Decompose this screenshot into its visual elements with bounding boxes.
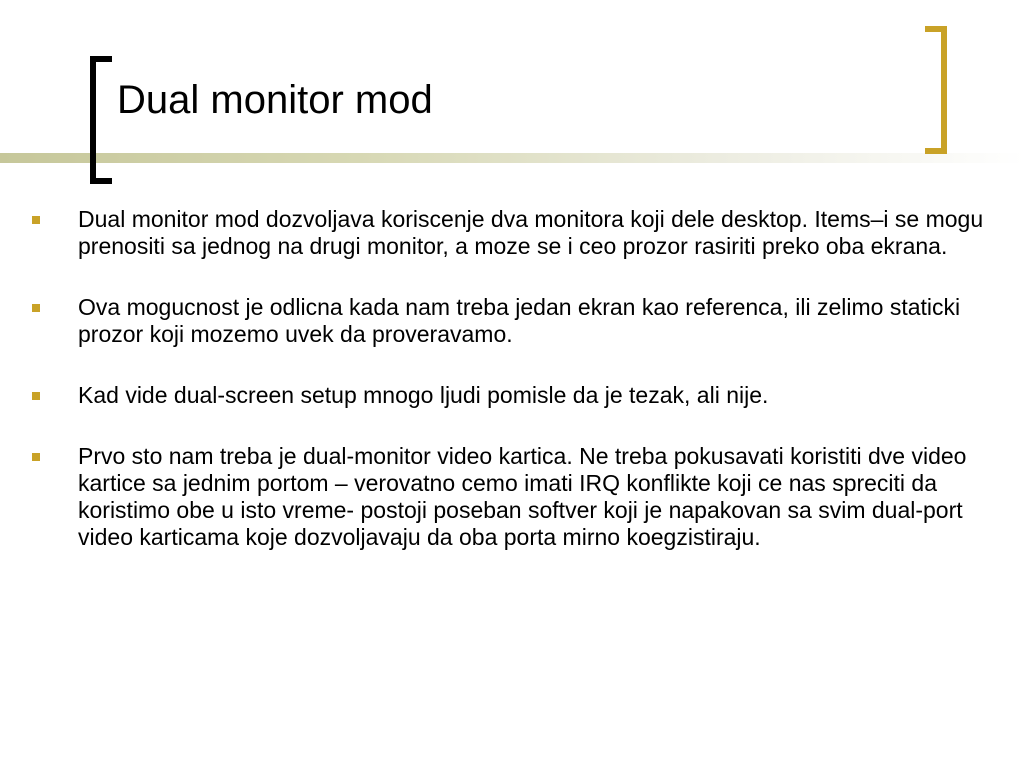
bullet-text: Kad vide dual-screen setup mnogo ljudi pomisle da je tezak, ali nije.: [78, 382, 769, 408]
left-bracket-decoration: [90, 56, 112, 184]
square-bullet-icon: [32, 216, 40, 224]
square-bullet-icon: [32, 304, 40, 312]
bullet-item: [0, 382, 1024, 409]
title-underline-band: [0, 153, 1024, 163]
bullet-text: Ova mogucnost je odlicna kada nam treba jedan ekran kao referenca, ili zelimo staticki prozor koji mozemo uvek da proveravamo.: [78, 294, 961, 347]
bullet-text: Dual monitor mod dozvoljava koriscenje dva monitora koji dele desktop. Items–i se mogu prenositi sa jednog na drugi monitor, a moze se i ceo prozor rasiriti preko oba ekrana.: [78, 206, 984, 259]
square-bullet-icon: [32, 453, 40, 461]
square-bullet-icon: [32, 392, 40, 400]
slide-title: Dual monitor mod: [117, 78, 433, 122]
bullet-item: [0, 206, 1024, 260]
right-bracket-decoration: [925, 26, 947, 154]
bullet-item: [0, 294, 1024, 348]
bullet-text: Prvo sto nam treba je dual-monitor video kartica. Ne treba pokusavati koristiti dve video kartice sa jednim portom – verovatno cemo imati IRQ konflikte koji ce nas spreciti da koristimo obe u isto vreme- postoji poseban softver koji je napakovan sa svim dual-port video karticama koje dozvoljavaju da oba porta mirno koegzistiraju.: [78, 443, 967, 550]
bullet-item: [0, 443, 1024, 551]
bullet-list: [0, 206, 1024, 585]
